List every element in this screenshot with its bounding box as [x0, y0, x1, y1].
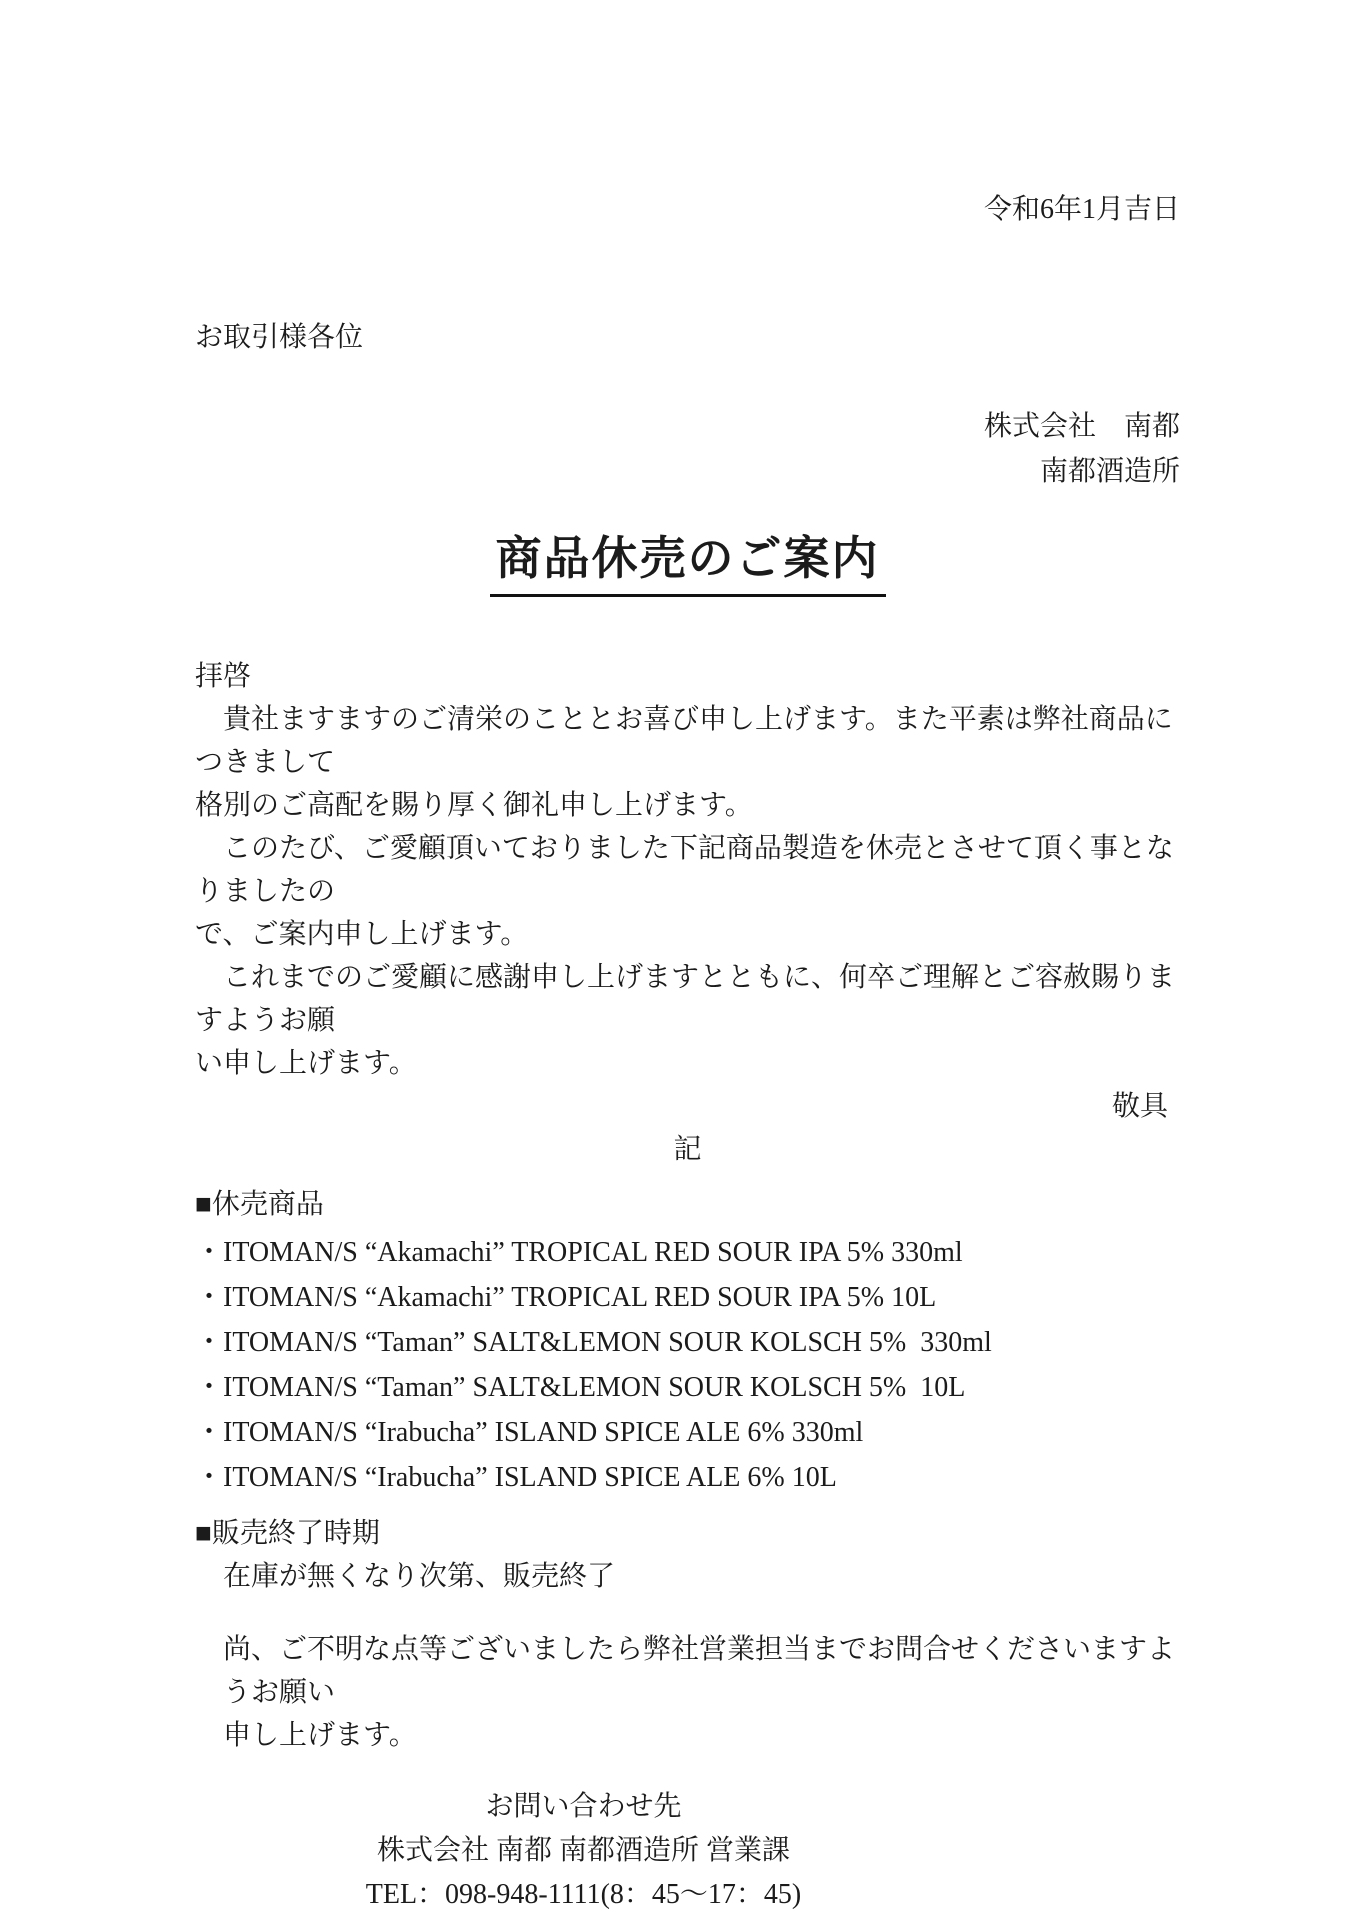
- closing-word: 敬具: [1111, 1091, 1168, 1122]
- product-item-4: ・ITOMAN/S “Taman” SALT&LEMON SOUR KOLSCH 5% 10L: [195, 1372, 966, 1403]
- document-title: 商品休売のご案内: [490, 528, 886, 597]
- discontinued-products-heading: ■休売商品: [195, 1189, 324, 1220]
- body-line-5: これまでのご愛顧に感謝申し上げますとともに、何卒ご理解とご容赦賜りますようお願: [195, 962, 1176, 1036]
- salutation: 拝啓: [195, 661, 252, 692]
- discontinued-products-section: [195, 1183, 1180, 1500]
- date-line: 令和6年1月吉日: [983, 194, 1180, 225]
- discontinued-products-list: [195, 1230, 1180, 1500]
- contact-block: [195, 1785, 972, 1917]
- body-paragraphs: [195, 698, 1180, 1085]
- product-item-3: ・ITOMAN/S “Taman” SALT&LEMON SOUR KOLSCH 5% 330ml: [195, 1327, 992, 1358]
- body-line-4: で、ご案内申し上げます。: [195, 919, 529, 950]
- contact-heading: お問い合わせ先: [485, 1791, 682, 1822]
- end-of-sales-section: [195, 1512, 1180, 1598]
- contact-tel: TEL：098-948-1111(8：45～17：45): [365, 1879, 802, 1910]
- body-line-2: 格別のご高配を賜り厚く御礼申し上げます。: [195, 790, 753, 821]
- record-marker: 記: [673, 1134, 702, 1165]
- body-line-3: このたび、ご愛顧頂いておりました下記商品製造を休売とさせて頂く事となりましたの: [195, 833, 1174, 907]
- product-item-1: ・ITOMAN/S “Akamachi” TROPICAL RED SOUR IPA 5% 330ml: [195, 1237, 963, 1268]
- note-line-1: 尚、ご不明な点等ございましたら弊社営業担当までお問合せくださいますようお願い: [223, 1634, 1176, 1708]
- end-of-sales-heading: ■販売終了時期: [195, 1518, 380, 1549]
- product-item-6: ・ITOMAN/S “Irabucha” ISLAND SPICE ALE 6% 10L: [195, 1462, 837, 1493]
- title-row: [195, 528, 1180, 597]
- sender-company: 株式会社 南都: [983, 411, 1180, 442]
- recipient-line: お取引様各位: [195, 322, 364, 353]
- sender-division: 南都酒造所: [1039, 456, 1180, 487]
- product-item-5: ・ITOMAN/S “Irabucha” ISLAND SPICE ALE 6% 330ml: [195, 1417, 864, 1448]
- product-item-2: ・ITOMAN/S “Akamachi” TROPICAL RED SOUR IPA 5% 10L: [195, 1282, 937, 1313]
- note-block: [195, 1628, 1180, 1757]
- contact-company: 株式会社 南都 南都酒造所 営業課: [376, 1835, 790, 1866]
- body-line-6: い申し上げます。: [195, 1048, 417, 1079]
- end-of-sales-detail: 在庫が無くなり次第、販売終了: [223, 1561, 616, 1592]
- sender-block: [195, 404, 1180, 494]
- note-line-2: 申し上げます。: [223, 1720, 417, 1751]
- body-line-1: 貴社ますますのご清栄のこととお喜び申し上げます。また平素は弊社商品につきまして: [195, 704, 1173, 778]
